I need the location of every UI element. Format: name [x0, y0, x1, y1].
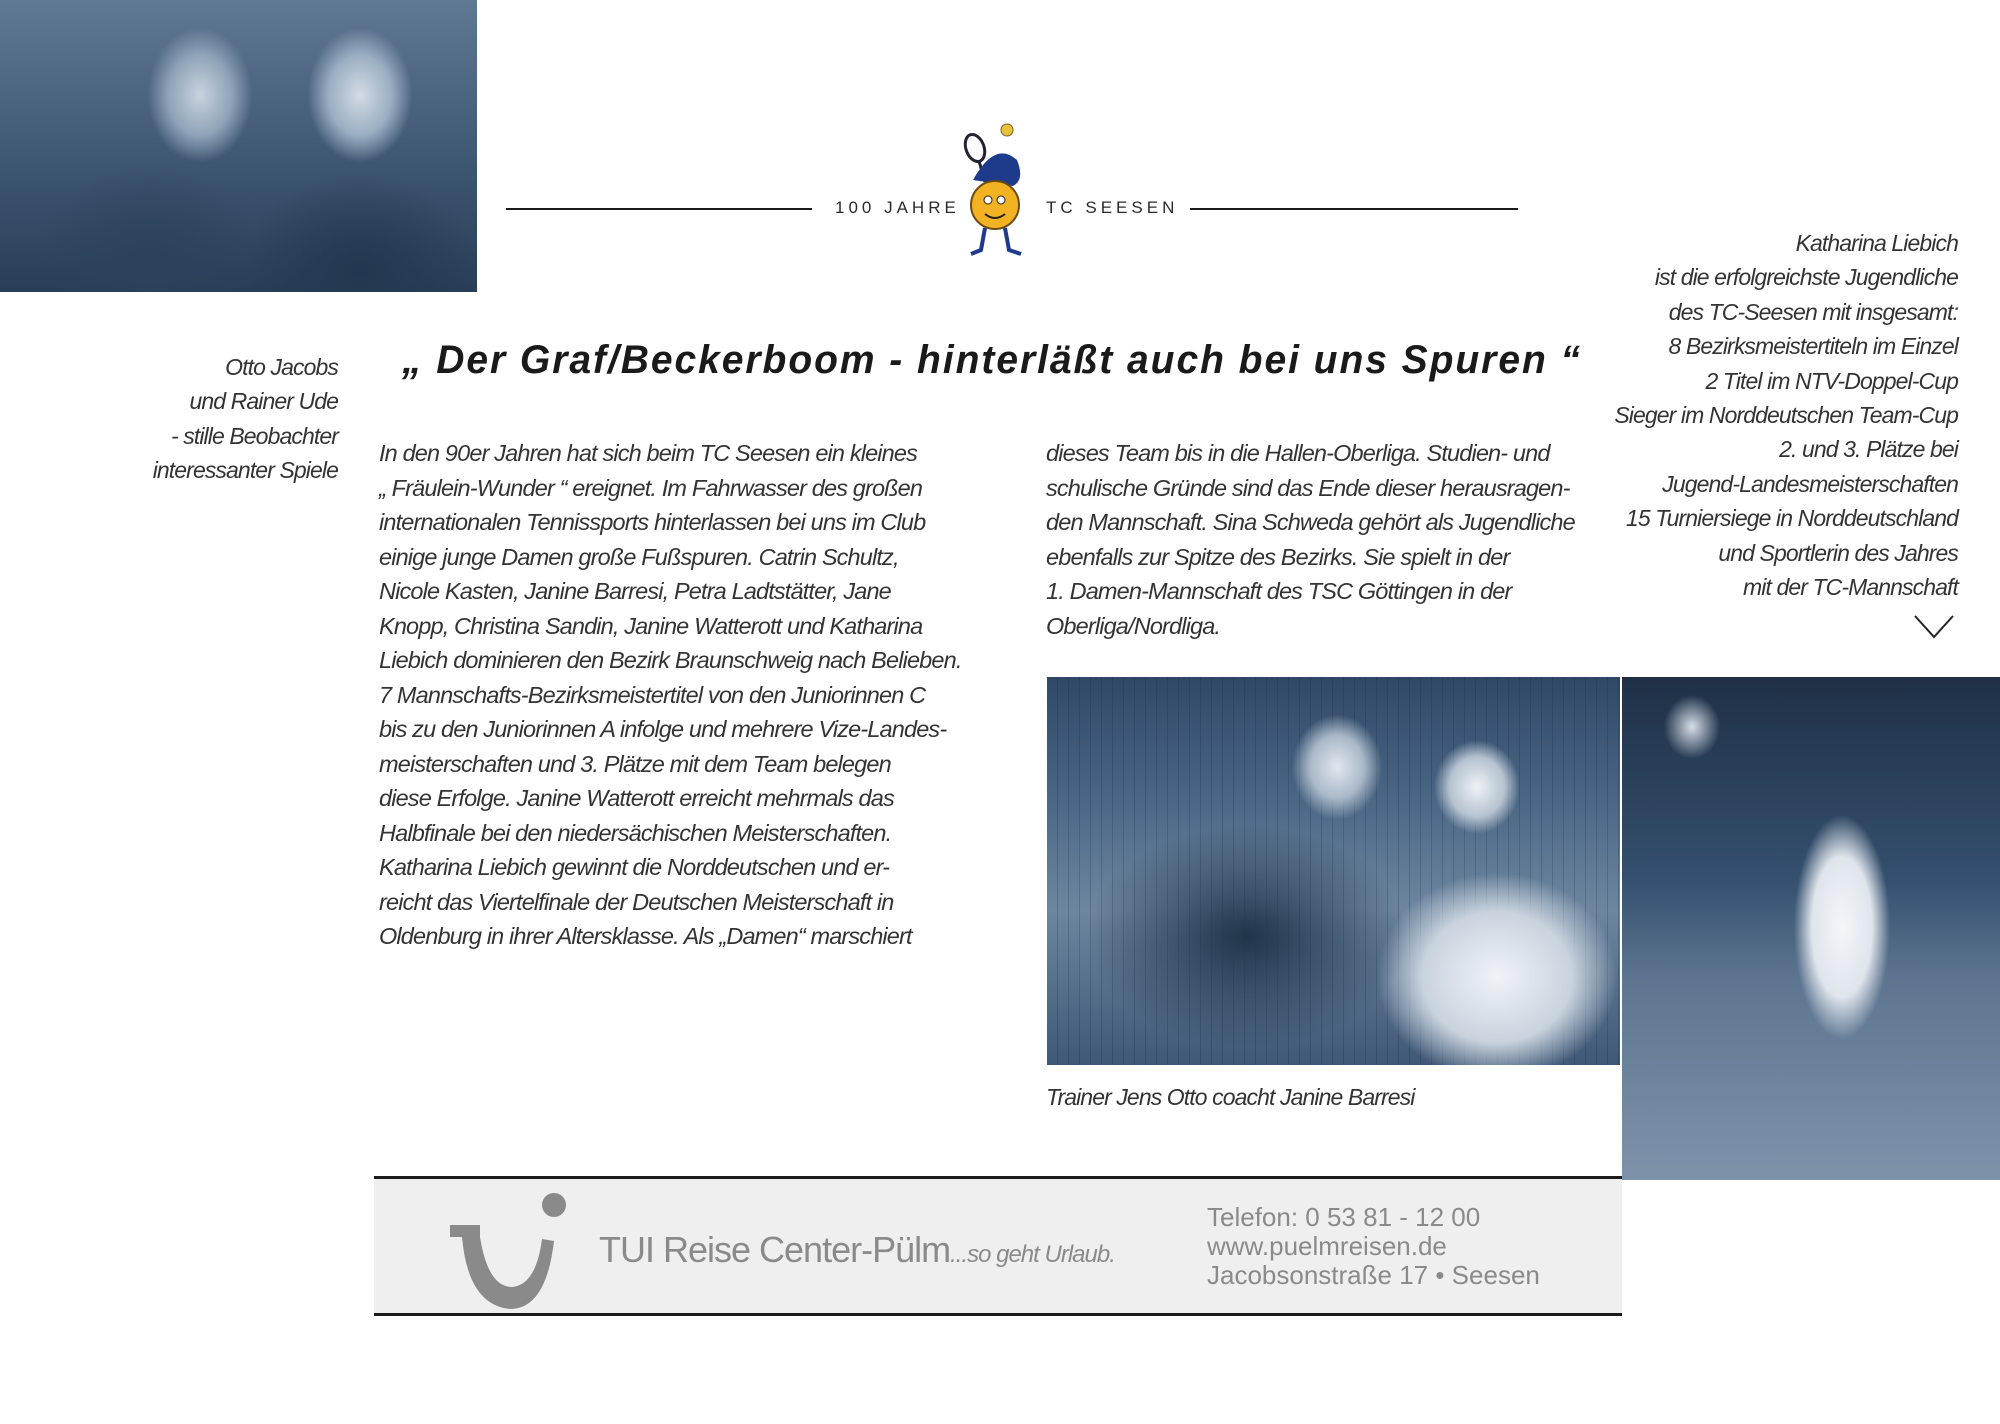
- tennis-mascot-logo-icon: [955, 120, 1035, 265]
- text-line: Liebich dominieren den Bezirk Braunschweig nach Belieben.: [379, 647, 962, 673]
- text-line: 2. und 3. Plätze bei: [1779, 436, 1958, 463]
- caption-line: Otto Jacobs: [225, 354, 338, 380]
- text-line: Oldenburg in ihrer Altersklasse. Als „Damen“ marschiert: [379, 923, 912, 949]
- text-line: ist die erfolgreichste Jugendliche: [1654, 264, 1958, 291]
- text-line: schulische Gründe sind das Ende dieser herausragen-: [1046, 474, 1570, 501]
- header-rule-left: [506, 208, 812, 210]
- photo-coach-and-player: [1047, 677, 1620, 1065]
- caption-line: - stille Beobachter: [171, 422, 338, 449]
- advertisement-tui: [374, 1176, 1622, 1316]
- header-rule-right: [1190, 208, 1518, 210]
- photo-caption-spectators: [38, 350, 338, 488]
- text-line: einige junge Damen große Fußspuren. Catrin Schultz,: [379, 543, 899, 570]
- text-line: Knopp, Christina Sandin, Janine Watterott und Katharina: [379, 612, 923, 639]
- text-line: reicht das Viertelfinale der Deutschen Meisterschaft in: [379, 888, 894, 915]
- article-column-2: [1046, 436, 1575, 643]
- text-line: des TC-Seesen mit insgesamt:: [1668, 298, 1958, 325]
- caption-line: und Rainer Ude: [189, 388, 338, 415]
- header-label-right: TC SEESEN: [1046, 198, 1179, 217]
- chevron-down-icon: [1913, 614, 1955, 645]
- text-line: 8 Bezirksmeistertiteln im Einzel: [1668, 333, 1958, 360]
- text-line: Jugend-Landesmeisterschaften: [1662, 470, 1958, 497]
- text-line: dieses Team bis in die Hallen-Oberliga. Studien- und: [1046, 440, 1550, 466]
- text-line: mit der TC-Mannschaft: [1743, 574, 1958, 601]
- text-line: Oberliga/Nordliga.: [1046, 612, 1221, 639]
- text-line: diese Erfolge. Janine Watterott erreicht mehrmals das: [379, 785, 894, 811]
- text-line: internationalen Tennissports hinterlassen bei uns im Club: [379, 509, 926, 535]
- text-line: Sieger im Norddeutschen Team-Cup: [1614, 402, 1958, 429]
- text-line: In den 90er Jahren hat sich beim TC Seesen ein kleines: [379, 440, 918, 466]
- text-line: 15 Turniersiege in Norddeutschland: [1625, 505, 1958, 532]
- ad-company: [599, 1229, 1115, 1271]
- caption-line: interessanter Spiele: [152, 457, 338, 484]
- photo-caption-coach: Trainer Jens Otto coacht Janine Barresi: [1046, 1084, 1415, 1110]
- text-line: und Sportlerin des Jahres: [1718, 539, 1958, 566]
- text-line: Halbfinale bei den niedersächischen Meisterschaften.: [379, 819, 892, 846]
- text-line: ebenfalls zur Spitze des Bezirks. Sie spielt in der: [1046, 543, 1510, 570]
- text-line: Katharina Liebich: [1795, 230, 1958, 256]
- photo-spectators: [0, 0, 477, 292]
- ad-phone: Telefon: 0 53 81 - 12 00: [1207, 1202, 1481, 1232]
- text-line: 2 Titel im NTV-Doppel-Cup: [1705, 367, 1958, 394]
- ad-website: www.puelmreisen.de: [1207, 1231, 1447, 1261]
- ad-company-name: TUI Reise Center-Pülm: [599, 1229, 951, 1270]
- ad-address: Jacobsonstraße 17 • Seesen: [1207, 1260, 1540, 1290]
- text-line: 1. Damen-Mannschaft des TSC Göttingen in der: [1046, 578, 1512, 604]
- text-line: Nicole Kasten, Janine Barresi, Petra Ladtstätter, Jane: [379, 578, 891, 604]
- article-title: „ Der Graf/Beckerboom - hinterläßt auch bei uns Spuren “: [402, 338, 1582, 382]
- sidebar-achievements: [1538, 226, 1958, 604]
- ad-contact: [1207, 1203, 1540, 1290]
- text-line: Katharina Liebich gewinnt die Norddeutschen und er-: [379, 854, 890, 880]
- text-line: meisterschaften und 3. Plätze mit dem Team belegen: [379, 750, 891, 777]
- text-line: 7 Mannschafts-Bezirksmeistertitel von den Juniorinnen C: [379, 681, 926, 708]
- photo-player-forehand: [1622, 677, 2000, 1180]
- text-line: „ Fräulein-Wunder “ ereignet. Im Fahrwasser des großen: [379, 474, 923, 501]
- text-line: bis zu den Juniorinnen A infolge und mehrere Vize-Landes-: [379, 716, 947, 742]
- header-label-left: 100 JAHRE: [835, 198, 960, 217]
- ad-slogan: ...so geht Urlaub.: [950, 1241, 1115, 1268]
- tui-logo-icon: [442, 1187, 572, 1317]
- text-line: den Mannschaft. Sina Schweda gehört als Jugendliche: [1046, 509, 1575, 535]
- article-column-1: [379, 436, 962, 954]
